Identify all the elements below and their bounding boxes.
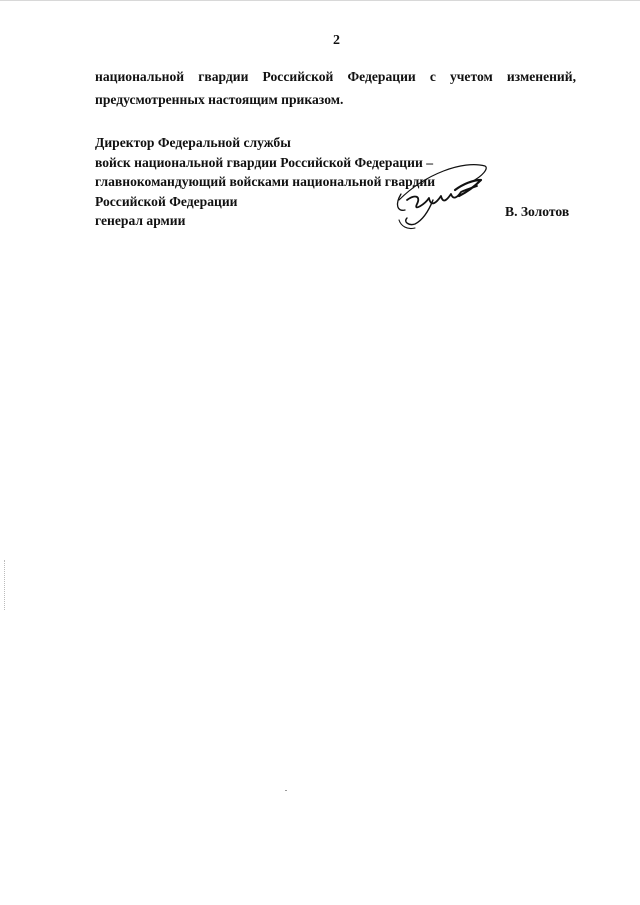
signatory-position-line: Директор Федеральной службы bbox=[95, 135, 291, 150]
paragraph-line: предусмотренных настоящим приказом. bbox=[95, 92, 344, 107]
page-edge bbox=[0, 0, 640, 1]
scan-speck bbox=[285, 790, 287, 791]
signatory-position-line: главнокомандующий войсками национальной гвардии bbox=[95, 174, 436, 189]
page-number: 2 bbox=[333, 33, 340, 48]
handwritten-signature bbox=[385, 160, 490, 235]
body-paragraph bbox=[95, 65, 576, 111]
signer-name: В. Золотов bbox=[505, 204, 570, 219]
signatory-position-line: войск национальной гвардии Российской Федерации – bbox=[95, 154, 433, 170]
paragraph-line: национальной гвардии Российской Федерации с учетом изменений, bbox=[95, 69, 576, 84]
scan-margin-artifact bbox=[4, 560, 6, 610]
signatory-position-line: Российской Федерации bbox=[95, 193, 238, 209]
signatory-position-line: генерал армии bbox=[95, 213, 186, 228]
